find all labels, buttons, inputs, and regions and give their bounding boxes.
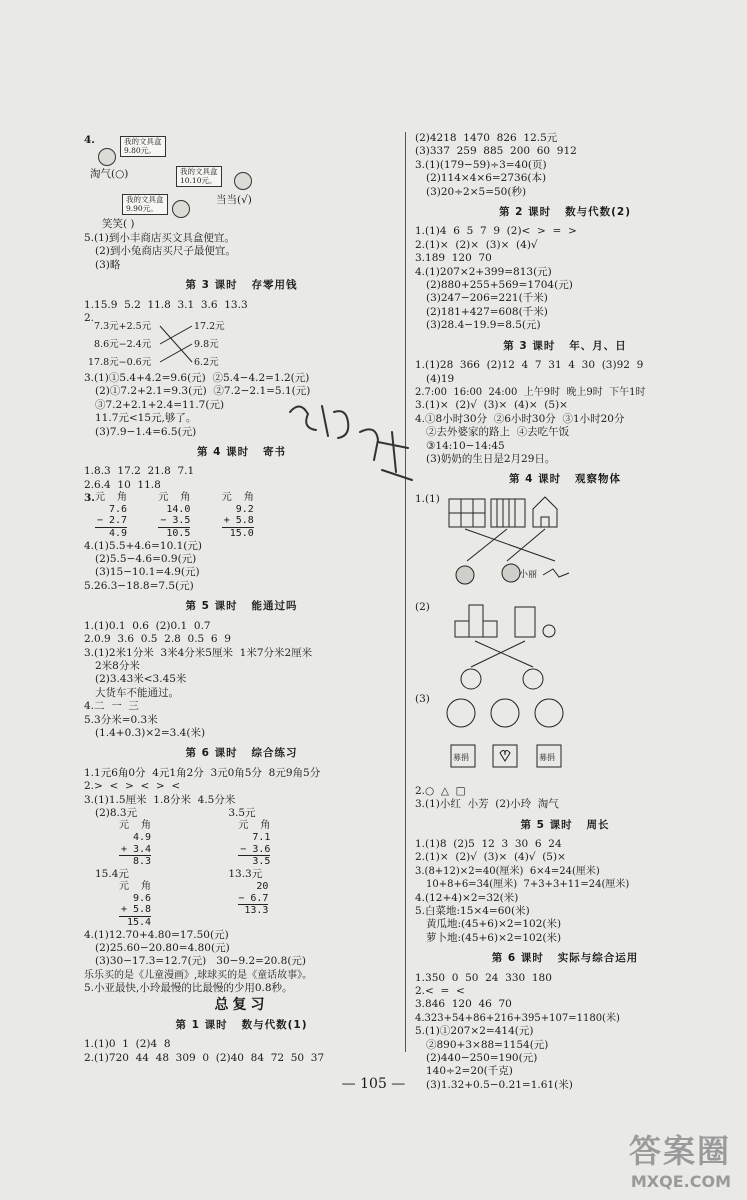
lesson3-title: 第 3 课时 存零用钱 xyxy=(185,279,298,292)
calc-top: 9.2 xyxy=(235,503,254,515)
r-lesson2-line: (3)28.4−19.9=8.5(元) xyxy=(426,319,541,332)
calc-label: 15.4元 xyxy=(95,867,129,880)
lesson6-line: 3.(1)1.5厘米 1.8分米 4.5分米 xyxy=(84,793,236,806)
lesson6-calcs-row1 xyxy=(84,807,399,868)
watermark-line2: MXQE.COM xyxy=(630,1172,731,1191)
calc-l4-1 xyxy=(95,492,127,539)
match-lines xyxy=(158,312,194,372)
r-lesson2-line: 1.(1)4 6 5 7 9 (2)< > = > xyxy=(415,225,577,238)
left-column xyxy=(84,132,399,1065)
calc-group-3 xyxy=(95,868,225,929)
calc-result: 3.5 xyxy=(252,856,271,868)
page-number-value: 105 xyxy=(360,1076,387,1092)
lesson6-tail: (3)30−17.3=12.7(元) 30−9.2=20.8(元) xyxy=(95,955,307,968)
calc-unit: 元 角 xyxy=(238,820,271,832)
lesson5-line: 大货车不能通过。 xyxy=(95,686,179,699)
r-lesson2-line: (3)247−206=221(千米) xyxy=(426,292,548,305)
r-lesson2-title: 第 2 课时 数与代数(2) xyxy=(499,206,631,219)
lesson3-q2-number: 2. xyxy=(84,312,95,325)
calc-operand: − 3.5 xyxy=(160,515,191,527)
calc-group-1 xyxy=(95,807,225,868)
lesson6-tail: 5.小亚最快,小玲最慢的比最慢的少用0.8秒。 xyxy=(84,982,293,995)
r-lesson4-title: 第 4 课时 观察物体 xyxy=(508,473,622,486)
r-lesson5-line: 5.白菜地:15×4=60(米) xyxy=(415,905,530,917)
handwriting-mark xyxy=(282,392,432,502)
match-left-1: 7.3元+2.5元 xyxy=(94,321,152,333)
lesson4-q3-number: 3. xyxy=(84,492,95,505)
r-lesson4-q2: 2.○ △ □ xyxy=(415,784,466,797)
r-lesson5-line: 3.(8+12)×2=40(厘米) 6×4=24(厘米) xyxy=(415,865,600,877)
lesson6-line: 1.1元6角0分 4元1角2分 3元0角5分 8元9角5分 xyxy=(84,766,321,779)
box1-label: 募捐 xyxy=(453,752,469,762)
lesson3-q3-2: (2)①7.2+2.1=9.3(元) ②7.2−2.1=5.1(元) xyxy=(95,385,311,398)
calc-l4-2 xyxy=(158,492,190,539)
calc-top: 9.6 xyxy=(132,892,152,904)
kid-dangdang-icon xyxy=(234,172,252,190)
calc-unit: 元 角 xyxy=(221,492,254,504)
calc-result: 15.4 xyxy=(126,916,152,928)
r-lesson6-line: 5.(1)①207×2=414(元) xyxy=(415,1025,534,1038)
bubble-taoqi: 我的文具盒 9.80元。 xyxy=(120,136,166,157)
label-xiaoxiao: 笑笑( ) xyxy=(102,218,135,230)
lesson5-line: 1.(1)0.1 0.6 (2)0.1 0.7 xyxy=(84,619,211,632)
lesson5-title: 第 5 课时 能通过吗 xyxy=(185,600,298,613)
calc-operand: + 5.8 xyxy=(223,515,254,527)
label-taoqi: 淘气(○) xyxy=(90,168,129,180)
fig2-drawing xyxy=(445,601,595,691)
right-top-line: (3)337 259 885 200 60 912 xyxy=(415,145,577,158)
calc-l4-3 xyxy=(222,492,254,539)
lesson6-tail: (2)25.60−20.80=4.80(元) xyxy=(95,941,230,954)
lesson3-q2-matching xyxy=(84,312,399,372)
lesson6-tail: 4.(1)12.70+4.80=17.50(元) xyxy=(84,928,229,941)
calc-top: 20 xyxy=(256,881,269,893)
calc-unit: 元 角 xyxy=(95,492,128,504)
match-left-3: 17.8元−0.6元 xyxy=(88,357,152,369)
lesson5-line: (1.4+0.3)×2=3.4(米) xyxy=(95,726,206,739)
r-lesson6-line: 4.323+54+86+216+395+107=1180(米) xyxy=(415,1012,620,1024)
lesson5-line: 2米8分米 xyxy=(95,659,140,672)
r-lesson2-line: 4.(1)207×2+399=813(元) xyxy=(415,265,552,278)
lesson5-line: 4.二 一 三 xyxy=(84,700,139,713)
r-lesson3-line: 3.(1)× (2)√ (3)× (4)× (5)× xyxy=(415,399,568,412)
r-lesson2-line: (2)181+427=608(千米) xyxy=(426,305,548,318)
match-right-2: 9.8元 xyxy=(194,339,219,351)
r-lesson2-line: 2.(1)× (2)× (3)× (4)√ xyxy=(415,238,538,251)
calc-top: 4.9 xyxy=(132,831,152,843)
lesson6-tail: 乐乐买的是《儿童漫画》,球球买的是《童话故事》。 xyxy=(84,969,313,981)
calc-l6-2 xyxy=(238,820,270,867)
calc-operand: − 3.6 xyxy=(240,843,271,855)
fig3-label: (3) xyxy=(415,692,430,705)
right-top-line: 3.(1)(179−59)÷3=40(页) xyxy=(415,158,547,171)
r-lesson5-line: 黄瓜地:(45+6)×2=102(米) xyxy=(426,918,562,931)
calc-label: (2)8.3元 xyxy=(95,806,138,819)
girl-label: 小丽 xyxy=(519,569,538,580)
calc-unit: 元 角 xyxy=(158,492,191,504)
r-lesson4-q3: 3.(1)小红 小芳 (2)小玲 淘气 xyxy=(415,798,559,811)
q5-line3: (3)略 xyxy=(95,258,121,271)
fig2-label: (2) xyxy=(415,600,430,613)
column-divider xyxy=(405,132,406,1052)
r-lesson2-line: 3.189 120 70 xyxy=(415,252,492,265)
calc-label: 3.5元 xyxy=(228,806,256,819)
calc-l6-3 xyxy=(119,881,151,928)
lesson4-q1: 1.8.3 17.2 21.8 7.1 xyxy=(84,465,195,478)
calc-top: 14.0 xyxy=(166,503,191,515)
r-lesson3-line: ③14:10−14:45 xyxy=(426,439,505,452)
calc-top: 7.1 xyxy=(252,831,271,843)
r-lesson3-line: (3)奶奶的生日是2月29日。 xyxy=(426,452,556,465)
calc-l6-1 xyxy=(119,820,151,867)
observe-figure-2 xyxy=(415,601,715,693)
lesson6-calcs-row2 xyxy=(84,868,399,929)
r-lesson6-line: 140÷2=20(千克) xyxy=(426,1065,513,1078)
r-lesson5-line: 10+8+6=34(厘米) 7+3+3+11=24(厘米) xyxy=(426,879,630,891)
right-top-line: (2)114×4×6=2736(本) xyxy=(426,172,547,185)
q4-number: 4. xyxy=(84,134,95,146)
calc-top: 7.6 xyxy=(108,503,128,515)
r-lesson6-line: 2.< = < xyxy=(415,985,465,998)
r-lesson3-line: 1.(1)28 366 (2)12 4 7 31 4 30 (3)92 9 xyxy=(415,359,644,372)
r-lesson5-line: 4.(12+4)×2=32(米) xyxy=(415,891,519,904)
r-lesson5-line: 1.(1)8 (2)5 12 3 30 6 24 xyxy=(415,837,562,850)
review-title: 总复习 xyxy=(214,996,269,1013)
fig3-drawing xyxy=(445,693,595,783)
bubble-xiaoxiao: 我的文具盒 9.90元。 xyxy=(122,194,168,215)
right-top-line: (3)20÷2×5=50(秒) xyxy=(426,185,527,198)
lesson6-line: 2.> < > < > < xyxy=(84,780,181,793)
calc-unit: 元 角 xyxy=(119,820,152,832)
box2-label: 募捐 xyxy=(539,752,555,762)
lesson5-line: (2)3.43米<3.45米 xyxy=(95,673,187,686)
review-line: 1.(1)0 1 (2)4 8 xyxy=(84,1038,171,1051)
lesson5-line: 2.0.9 3.6 0.5 2.8 0.5 6 9 xyxy=(84,633,231,646)
calc-operand: − 2.7 xyxy=(96,515,128,527)
watermark-line1: 答案圈 xyxy=(628,1132,731,1170)
lesson3-q3-5: (3)7.9−1.4=6.5(元) xyxy=(95,425,197,438)
calc-l6-4 xyxy=(238,881,268,917)
r-lesson3-line: ②去外婆家的路上 ④去吃午饭 xyxy=(426,426,570,439)
match-right-1: 17.2元 xyxy=(194,321,225,333)
r-lesson5-line: 2.(1)× (2)√ (3)× (4)√ (5)× xyxy=(415,851,566,864)
calc-unit: 元 角 xyxy=(119,881,152,893)
calc-result: 10.5 xyxy=(166,528,191,540)
observe-figure-3 xyxy=(415,693,715,785)
fig1-label: 1.(1) xyxy=(415,492,440,505)
lesson4-q5: 5.26.3−18.8=7.5(元) xyxy=(84,579,194,592)
calc-result: 13.3 xyxy=(244,905,269,917)
r-lesson6-line: (2)440−250=190(元) xyxy=(426,1052,538,1065)
lesson3-q3-4: 11.7元<15元,够了。 xyxy=(95,412,197,425)
r-lesson6-line: 3.846 120 46 70 xyxy=(415,998,512,1011)
watermark-logo xyxy=(629,1126,731,1191)
q5-line1: 5.(1)到小丰商店买文具盒便宜。 xyxy=(84,232,235,244)
q4-figure xyxy=(84,132,399,232)
calc-group-4 xyxy=(228,868,358,917)
r-lesson3-line: 2.7:00 16:00 24:00 上午9时 晚上9时 下午1时 xyxy=(415,386,646,398)
lesson5-line: 5.3分米=0.3米 xyxy=(84,713,158,726)
calc-group-2 xyxy=(228,807,358,868)
observe-figure-1 xyxy=(415,493,715,601)
lesson4-q4-3: (3)15−10.1=4.9(元) xyxy=(95,566,200,579)
calc-result: 8.3 xyxy=(132,856,152,868)
calc-operand: − 6.7 xyxy=(238,892,269,904)
r-lesson6-line: ②890+3×88=1154(元) xyxy=(426,1038,549,1051)
right-top-line: (2)4218 1470 826 12.5元 xyxy=(415,132,558,144)
r-lesson6-line: 1.350 0 50 24 330 180 xyxy=(415,971,552,984)
r-lesson6-title: 第 6 课时 实际与综合运用 xyxy=(491,952,639,965)
bubble-dangdang: 我的文具盒 10.10元。 xyxy=(176,166,222,187)
review-lesson1-title: 第 1 课时 数与代数(1) xyxy=(175,1018,308,1031)
calc-result: 4.9 xyxy=(108,528,128,540)
label-dangdang: 当当(√) xyxy=(216,194,252,206)
lesson3-q1: 1.15.9 5.2 11.8 3.1 3.6 13.3 xyxy=(84,298,248,311)
calc-result: 15.0 xyxy=(229,528,254,540)
q5-line2: (2)到小兔商店买尺子最便宜。 xyxy=(95,245,236,258)
page-number: — 105 — xyxy=(341,1076,406,1092)
lesson4-q4-1: 4.(1)5.5+4.6=10.1(元) xyxy=(84,539,202,552)
lesson4-q2: 2.6.4 10 11.8 xyxy=(84,478,161,491)
kid-xiaoxiao-icon xyxy=(172,200,190,218)
r-lesson2-line: (2)880+255+569=1704(元) xyxy=(426,279,573,292)
calc-label: 13.3元 xyxy=(228,867,263,880)
r-lesson3-line: (4)19 xyxy=(426,372,455,385)
lesson4-q4-2: (2)5.5−4.6=0.9(元) xyxy=(95,553,197,566)
r-lesson3-title: 第 3 课时 年、月、日 xyxy=(503,339,627,352)
r-lesson5-line: 萝卜地:(45+6)×2=102(米) xyxy=(426,931,562,944)
right-column xyxy=(415,132,715,1092)
lesson5-line: 3.(1)2米1分米 3米4分米5厘米 1米7分米2厘米 xyxy=(84,646,313,659)
lesson6-title: 第 6 课时 综合练习 xyxy=(185,747,298,760)
lesson3-q3-3: ③7.2+2.1+2.4=11.7(元) xyxy=(95,398,225,411)
calc-operand: + 3.4 xyxy=(120,843,152,855)
r-lesson5-title: 第 5 课时 周长 xyxy=(520,818,610,831)
match-right-3: 6.2元 xyxy=(194,357,219,369)
review-line: 2.(1)720 44 48 309 0 (2)40 84 72 50 37 xyxy=(84,1051,325,1064)
lesson4-title: 第 4 课时 寄书 xyxy=(196,446,287,459)
kid-taoqi-icon xyxy=(98,148,116,166)
lesson3-q3-1: 3.(1)①5.4+4.2=9.6(元) ②5.4−4.2=1.2(元) xyxy=(84,372,310,385)
calc-operand: + 5.8 xyxy=(120,904,152,916)
r-lesson6-line: (3)1.32+0.5−0.21=1.61(米) xyxy=(426,1078,573,1091)
r-lesson3-line: 4.①8小时30分 ②6小时30分 ③1小时20分 xyxy=(415,412,625,425)
match-left-2: 8.6元−2.4元 xyxy=(94,339,152,351)
